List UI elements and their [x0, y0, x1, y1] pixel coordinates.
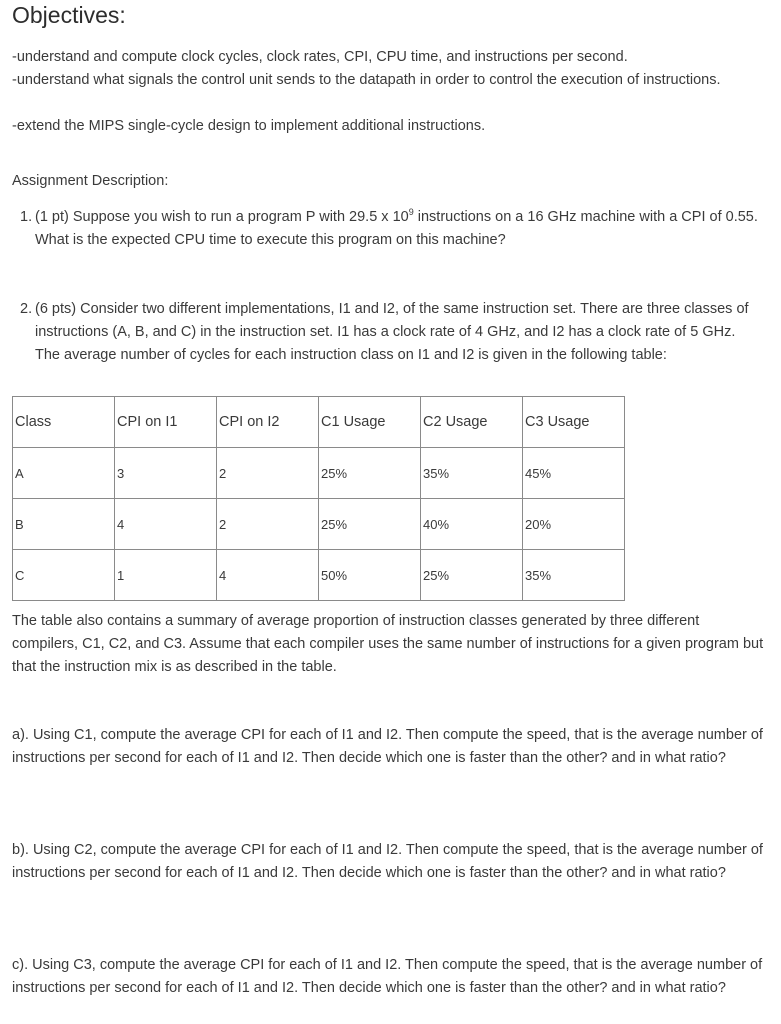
table-cell: 4 — [115, 499, 217, 550]
table-cell: 20% — [523, 499, 625, 550]
table-cell: C — [13, 550, 115, 601]
question-2 — [12, 298, 762, 367]
question-2-text: (6 pts) Consider two different implementations, I1 and I2, of the same instruction set. There are three classes of instructions (A, B, and C) in the instruction set. I1 has a clock rate of 4 GHz, and I2 has a clock rate of 5 GHz. The average number of cycles for each instruction class on I1 and I2 is given in the following table: — [35, 301, 749, 363]
part-c-question: c). Using C3, compute the average CPI for each of I1 and I2. Then compute the speed, that is the average number of instructions per second for each of I1 and I2. Then decide which one is faster than the other? and in what ratio? — [12, 957, 763, 996]
table-row — [13, 550, 625, 601]
instruction-class-table — [12, 396, 625, 601]
question-1-text-after: instructions on a 16 GHz machine with a CPI of 0.55. What is the expected CPU time to execute this program on this machine? — [35, 209, 758, 248]
part-b-question: b). Using C2, compute the average CPI for each of I1 and I2. Then compute the speed, that is the average number of instructions per second for each of I1 and I2. Then decide which one is faster than the other? and in what ratio? — [12, 842, 763, 881]
table-row — [13, 448, 625, 499]
table-cell: 2 — [217, 448, 319, 499]
table-cell: 25% — [319, 448, 421, 499]
table-cell: 40% — [421, 499, 523, 550]
table-cell: 4 — [217, 550, 319, 601]
table-cell: 35% — [523, 550, 625, 601]
question-1-exponent: 9 — [408, 207, 414, 218]
page-title: Objectives: — [12, 2, 126, 28]
table-header-cell: C2 Usage — [421, 397, 523, 448]
table-row — [13, 499, 625, 550]
table-summary-paragraph: The table also contains a summary of average proportion of instruction classes generated by three different compilers, C1, C2, and C3. Assume that each compiler uses the same number of instructions for a given program but that the instruction mix is as described in the table. — [12, 613, 764, 675]
question-1 — [12, 206, 762, 252]
table-header-cell: CPI on I2 — [217, 397, 319, 448]
table-cell: 1 — [115, 550, 217, 601]
objective-3: -extend the MIPS single-cycle design to implement additional instructions. — [12, 118, 486, 134]
table-header-cell: C1 Usage — [319, 397, 421, 448]
table-cell: 25% — [319, 499, 421, 550]
table-header-row — [13, 397, 625, 448]
objective-2: -understand what signals the control unit sends to the datapath in order to control the execution of instructions. — [12, 72, 721, 88]
table-cell: 50% — [319, 550, 421, 601]
part-a-question: a). Using C1, compute the average CPI for each of I1 and I2. Then compute the speed, that is the average number of instructions per second for each of I1 and I2. Then decide which one is faster than the other? and in what ratio? — [12, 727, 763, 766]
table-cell: B — [13, 499, 115, 550]
question-1-number: 1. — [20, 209, 33, 225]
table-cell: 45% — [523, 448, 625, 499]
table-cell: 35% — [421, 448, 523, 499]
question-2-number: 2. — [20, 301, 33, 317]
question-1-text-before: (1 pt) Suppose you wish to run a program P with 29.5 x 10 — [35, 209, 409, 225]
table-header-cell: CPI on I1 — [115, 397, 217, 448]
table-cell: 2 — [217, 499, 319, 550]
table-header-cell: Class — [13, 397, 115, 448]
table-cell: 3 — [115, 448, 217, 499]
table-cell: 25% — [421, 550, 523, 601]
table-cell: A — [13, 448, 115, 499]
table-header-cell: C3 Usage — [523, 397, 625, 448]
assignment-label: Assignment Description: — [12, 173, 169, 189]
objective-1: -understand and compute clock cycles, clock rates, CPI, CPU time, and instructions per second. — [12, 49, 628, 65]
